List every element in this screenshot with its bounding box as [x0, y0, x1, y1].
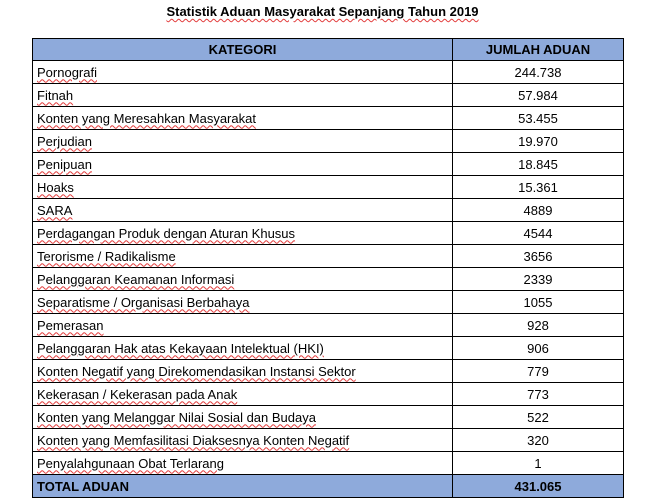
category-text: Terorisme / Radikalisme: [37, 248, 176, 264]
count-cell: 320: [453, 429, 624, 452]
category-text: SARA: [37, 202, 73, 218]
category-cell: [33, 268, 453, 291]
category-text: Konten yang Memfasilitasi Diaksesnya Konten Negatif: [37, 432, 350, 448]
table-row: [33, 107, 624, 130]
count-cell: 522: [453, 406, 624, 429]
category-text: Pelanggaran Keamanan Informasi: [37, 271, 235, 287]
category-cell: [33, 360, 453, 383]
count-cell: 1: [453, 452, 624, 475]
category-cell: [33, 245, 453, 268]
category-cell: [33, 61, 453, 84]
category-text: Konten yang Melanggar Nilai Sosial dan Budaya: [37, 409, 316, 425]
table-row: [33, 153, 624, 176]
category-text: Perjudian: [37, 133, 92, 149]
category-text: Pemerasan: [37, 317, 104, 333]
category-text: Penyalahgunaan Obat Terlarang: [37, 455, 224, 471]
category-cell: [33, 222, 453, 245]
count-cell: 15.361: [453, 176, 624, 199]
category-cell: [33, 429, 453, 452]
category-cell: [33, 107, 453, 130]
count-cell: 4889: [453, 199, 624, 222]
table-row: [33, 360, 624, 383]
table-row: [33, 268, 624, 291]
total-row: [33, 475, 624, 498]
category-text: Pelanggaran Hak atas Kekayaan Intelektual (HKI): [37, 340, 324, 356]
table-row: [33, 383, 624, 406]
category-cell: [33, 176, 453, 199]
category-text: Hoaks: [37, 179, 74, 195]
count-cell: 928: [453, 314, 624, 337]
count-cell: 3656: [453, 245, 624, 268]
count-cell: 4544: [453, 222, 624, 245]
table-header-row: [33, 39, 624, 61]
category-cell: [33, 337, 453, 360]
page-title: Statistik Aduan Masyarakat Sepanjang Tahun 2019: [166, 4, 479, 19]
category-text: Pornografi: [37, 64, 97, 80]
table-row: [33, 337, 624, 360]
category-text: Kekerasan / Kekerasan pada Anak: [37, 386, 238, 402]
total-label: TOTAL ADUAN: [33, 475, 453, 498]
count-cell: 906: [453, 337, 624, 360]
table-row: [33, 222, 624, 245]
table-row: [33, 130, 624, 153]
table-row: [33, 199, 624, 222]
count-cell: 18.845: [453, 153, 624, 176]
category-text: Konten yang Meresahkan Masyarakat: [37, 110, 256, 126]
category-cell: [33, 383, 453, 406]
category-cell: [33, 314, 453, 337]
category-cell: [33, 84, 453, 107]
table-row: [33, 176, 624, 199]
count-cell: 1055: [453, 291, 624, 314]
complaints-table: [32, 38, 624, 498]
table-row: [33, 406, 624, 429]
category-cell: [33, 130, 453, 153]
category-text: Penipuan: [37, 156, 92, 172]
count-cell: 19.970: [453, 130, 624, 153]
category-text: Perdagangan Produk dengan Aturan Khusus: [37, 225, 296, 241]
table-row: [33, 314, 624, 337]
count-cell: 779: [453, 360, 624, 383]
column-header-count: JUMLAH ADUAN: [453, 39, 624, 61]
category-cell: [33, 452, 453, 475]
table-row: [33, 84, 624, 107]
count-cell: 244.738: [453, 61, 624, 84]
count-cell: 773: [453, 383, 624, 406]
column-header-category: KATEGORI: [33, 39, 453, 61]
table-body: [33, 61, 624, 475]
table-row: [33, 61, 624, 84]
table-row: [33, 245, 624, 268]
table-row: [33, 452, 624, 475]
category-cell: [33, 291, 453, 314]
category-cell: [33, 406, 453, 429]
total-count: 431.065: [453, 475, 624, 498]
category-cell: [33, 153, 453, 176]
category-text: Separatisme / Organisasi Berbahaya: [37, 294, 250, 310]
count-cell: 2339: [453, 268, 624, 291]
count-cell: 53.455: [453, 107, 624, 130]
category-cell: [33, 199, 453, 222]
table-row: [33, 291, 624, 314]
category-text: Konten Negatif yang Direkomendasikan Instansi Sektor: [37, 363, 356, 379]
count-cell: 57.984: [453, 84, 624, 107]
category-text: Fitnah: [37, 87, 74, 103]
table-row: [33, 429, 624, 452]
